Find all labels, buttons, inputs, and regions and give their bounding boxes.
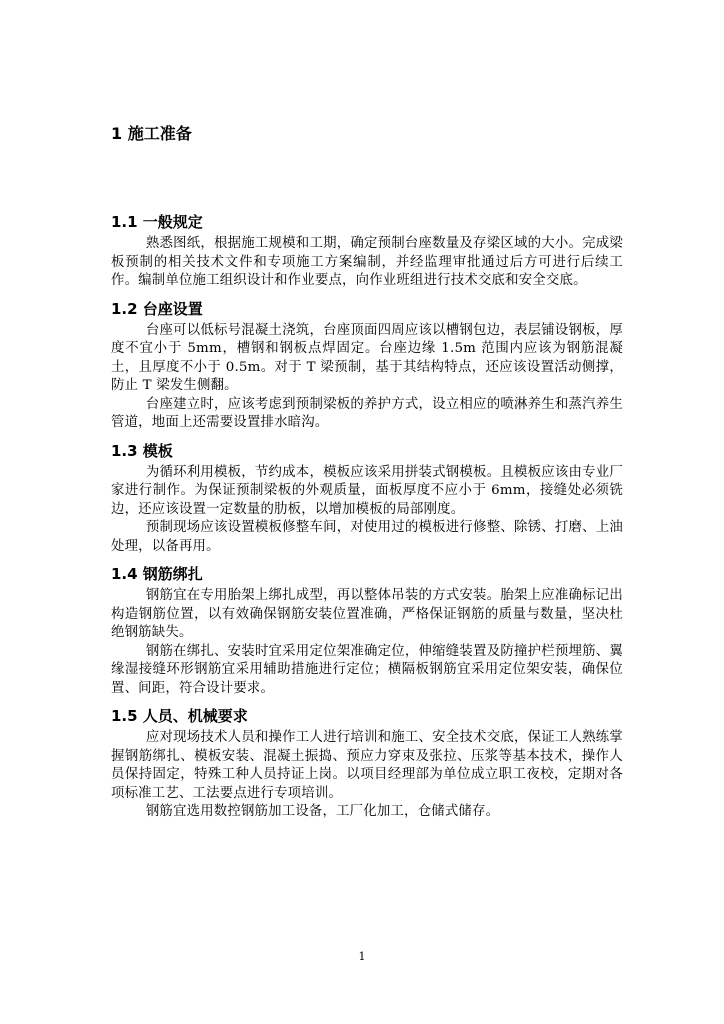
paragraph: 台座建立时，应该考虑到预制梁板的养护方式，设立相应的喷淋养生和蒸汽养生管道，地面上还需要设置排水暗沟。 [111,396,623,430]
section-title: 1.3 模板 [111,441,173,460]
chapter-spacer [111,148,623,210]
paragraph: 熟悉图纸，根据施工规模和工期，确定预制台座数量及存梁区域的大小。完成梁板预制的相关技术文件和专项施工方案编制，并经监理审批通过后方可进行后续工作。编制单位施工组织设计和作业要点，向作业班组进行技术交底和安全交底。 [111,236,623,288]
page-number: 1 [358,950,366,963]
page-content [111,120,623,822]
paragraph: 台座可以低标号混凝土浇筑，台座顶面四周应该以槽钢包边，表层铺设钢板，厚度不宜小于 5mm，槽钢和钢板点焊固定。台座边缘 1.5m 范围内应该为钢筋混凝土，且厚度不小于 0.5m。对于 T 梁预制，基于其结构特点，还应该设置活动侧撑，防止 T 梁发生侧翻。 [111,322,623,393]
section-formwork [111,439,623,557]
paragraph: 应对现场技术人员和操作工人进行培训和施工、安全技术交底，保证工人熟练掌握钢筋绑扎、模板安装、混凝土振捣、预应力穿束及张拉、压浆等基本技术，操作人员保持固定，特殊工种人员持证上岗。以项目经理部为单位成立职工夜校，定期对各项标准工艺、工法要点进行专项培训。 [111,730,623,801]
section-title: 1.2 台座设置 [111,299,203,318]
paragraph: 钢筋宜选用数控钢筋加工设备，工厂化加工，仓储式储存。 [145,804,500,819]
paragraph: 为循环利用模板，节约成本，模板应该采用拼装式钢模板。且模板应该由专业厂家进行制作。为保证预制梁板的外观质量，面板厚度不应小于 6mm，接缝处必须铣边，还应该设置一定数量的肋板，以增加模板的局部刚度。 [111,464,623,517]
paragraph: 钢筋宜在专用胎架上绑扎成型，再以整体吊装的方式安装。胎架上应准确标记出构造钢筋位置，以有效确保钢筋安装位置准确，严格保证钢筋的质量与数量，坚决杜绝钢筋缺失。 [111,588,623,640]
section-pedestal-setup [111,297,623,433]
section-title: 1.1 一般规定 [111,213,203,231]
section-rebar-binding [111,562,623,698]
section-general-rules [111,210,623,291]
chapter-title: 1 施工准备 [111,124,192,143]
paragraph: 预制现场应该设置模板修整车间，对使用过的模板进行修整、除锈、打磨、上油处理，以备再用。 [111,520,623,554]
paragraph: 钢筋在绑扎、安装时宜采用定位架准确定位，伸缩缝装置及防撞护栏预埋筋、翼缘湿接缝环形钢筋宜采用辅助措施进行定位；横隔板钢筋宜采用定位架安装，确保位置、间距，符合设计要求。 [111,643,623,696]
section-personnel-machinery [111,704,623,822]
section-title: 1.5 人员、机械要求 [111,707,248,725]
section-title: 1.4 钢筋绑扎 [111,565,203,583]
